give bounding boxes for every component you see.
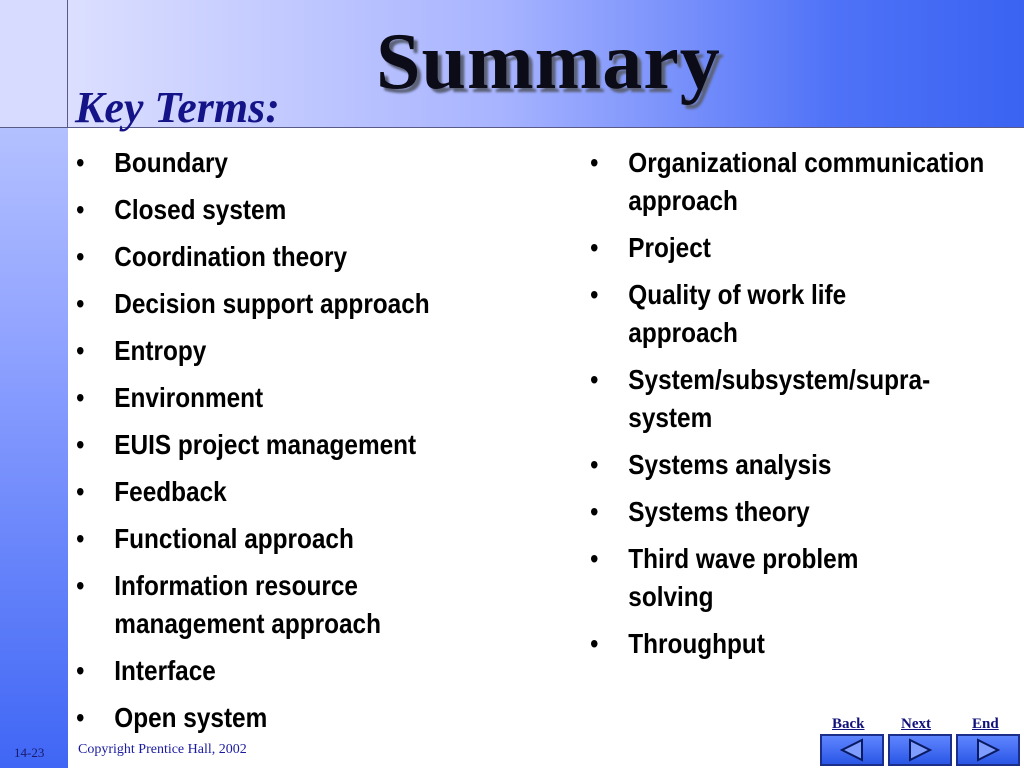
list-item [76, 191, 497, 229]
triangle-right-icon [890, 736, 950, 764]
bullet-icon: • [76, 655, 85, 686]
term-text: Open system [114, 702, 268, 733]
slide-title: Summary [376, 18, 721, 106]
back-button[interactable] [820, 734, 884, 766]
list-item [76, 238, 497, 276]
list-item [76, 285, 497, 323]
bullet-icon: • [590, 279, 599, 310]
bullet-icon: • [76, 382, 85, 413]
bullet-icon: • [76, 429, 85, 460]
term-text: EUIS project management [114, 429, 417, 460]
key-terms-heading: Key Terms: [75, 83, 280, 132]
term-text: Throughput [628, 628, 765, 659]
list-item [76, 652, 497, 690]
bullet-icon: • [76, 523, 85, 554]
triangle-right-icon [958, 736, 1018, 764]
term-text: Coordination theory [114, 241, 348, 272]
next-link[interactable]: Next [901, 716, 931, 732]
term-text: Feedback [114, 476, 227, 507]
list-item [76, 473, 497, 511]
term-text: System/subsystem/supra-system [628, 364, 931, 433]
bullet-icon: • [590, 449, 599, 480]
slide-number: 14-23 [14, 745, 45, 760]
corner-block [0, 0, 68, 128]
term-text: Systems theory [628, 496, 810, 527]
list-item [76, 699, 497, 737]
list-item [590, 276, 915, 352]
bullet-icon: • [76, 241, 85, 272]
list-item [590, 361, 1002, 437]
bullet-icon: • [76, 335, 85, 366]
back-link[interactable]: Back [832, 716, 865, 732]
bullet-icon: • [76, 476, 85, 507]
term-text: Entropy [114, 335, 207, 366]
term-text: Third wave problem solving [628, 543, 859, 612]
bullet-icon: • [590, 496, 599, 527]
list-item [76, 520, 497, 558]
bullet-icon: • [76, 147, 85, 178]
term-text: Boundary [114, 147, 228, 178]
bullet-icon: • [76, 702, 85, 733]
end-button[interactable] [956, 734, 1020, 766]
list-item [590, 540, 941, 616]
next-button[interactable] [888, 734, 952, 766]
end-link[interactable]: End [972, 716, 999, 732]
key-terms-list-right [590, 144, 1002, 672]
term-text: Organizational communication approach [628, 147, 985, 216]
term-text: Functional approach [114, 523, 354, 554]
list-item [76, 332, 497, 370]
term-text: Interface [114, 655, 216, 686]
bullet-icon: • [590, 628, 599, 659]
list-item [76, 144, 497, 182]
term-text: Information resource management approach [114, 570, 381, 639]
term-text: Quality of work life approach [628, 279, 847, 348]
list-item [590, 229, 1002, 267]
copyright-notice: Copyright Prentice Hall, 2002 [78, 742, 247, 757]
term-text: Decision support approach [114, 288, 430, 319]
key-terms-list-left [76, 144, 497, 746]
bullet-icon: • [590, 147, 599, 178]
term-text: Project [628, 232, 711, 263]
bullet-icon: • [76, 194, 85, 225]
bullet-icon: • [590, 232, 599, 263]
bullet-icon: • [590, 543, 599, 574]
bullet-icon: • [590, 364, 599, 395]
list-item [590, 493, 1002, 531]
list-item [590, 625, 1002, 663]
term-text: Closed system [114, 194, 287, 225]
term-text: Environment [114, 382, 264, 413]
list-item [76, 567, 497, 643]
list-item [590, 446, 1002, 484]
triangle-left-icon [822, 736, 882, 764]
list-item [76, 426, 497, 464]
list-item [590, 144, 985, 220]
bullet-icon: • [76, 570, 85, 601]
list-item [76, 379, 497, 417]
term-text: Systems analysis [628, 449, 832, 480]
bullet-icon: • [76, 288, 85, 319]
